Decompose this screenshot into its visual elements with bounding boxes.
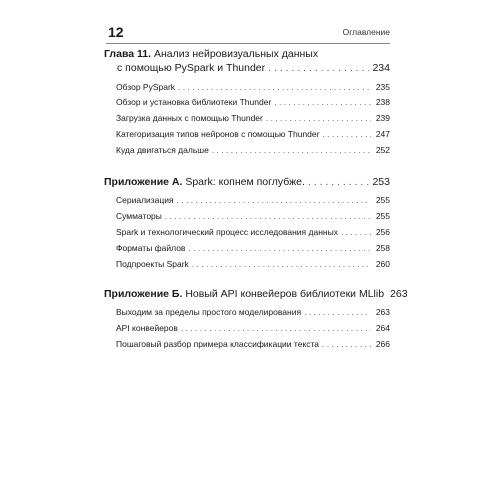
toc-section[interactable] — [104, 211, 390, 221]
dot-leader — [341, 227, 371, 237]
dot-leader — [322, 129, 371, 139]
section-title: Форматы файлов — [116, 243, 186, 253]
page-ref: 256 — [375, 227, 390, 237]
toc-chapter-11-line2[interactable] — [104, 62, 390, 74]
dot-leader — [181, 323, 371, 333]
section-title: Загрузка данных с помощью Thunder — [116, 113, 263, 123]
toc-section[interactable] — [104, 259, 390, 269]
section-title: Обзор и установка библиотеки Thunder — [116, 97, 272, 107]
page-ref: 264 — [375, 323, 390, 333]
toc-section[interactable] — [104, 307, 390, 317]
section-title: Категоризация типов нейронов с помощью Thunder — [116, 129, 320, 139]
toc-section[interactable] — [104, 227, 390, 237]
dot-leader — [322, 339, 371, 349]
page-ref: 252 — [375, 145, 390, 155]
chapter-title-line2: с помощью PySpark и Thunder — [117, 62, 266, 74]
dot-leader — [274, 97, 371, 107]
page-ref: 255 — [375, 211, 390, 221]
chapter-label: Глава 11. — [104, 48, 152, 60]
page-ref: 234 — [372, 62, 390, 74]
toc-chapter-11[interactable] — [104, 48, 390, 60]
section-title: Обзор PySpark — [116, 82, 176, 92]
dot-leader — [188, 243, 371, 253]
header-rule — [106, 43, 390, 44]
dot-leader — [212, 145, 371, 155]
section-title: Куда двигаться дальше — [116, 145, 209, 155]
page-ref: 260 — [375, 259, 390, 269]
appendix-label: Приложение Б. — [104, 288, 183, 300]
section-title: Сериализация — [116, 195, 174, 205]
page-ref: 247 — [375, 129, 390, 139]
dot-leader — [304, 307, 371, 317]
dot-leader — [177, 195, 371, 205]
page-ref: 239 — [375, 113, 390, 123]
dot-leader — [178, 82, 371, 92]
toc-section[interactable] — [104, 323, 390, 333]
section-title: Сумматоры — [116, 211, 162, 221]
toc-section[interactable] — [104, 113, 390, 123]
toc-section[interactable] — [104, 82, 390, 92]
toc-section[interactable] — [104, 243, 390, 253]
page-ref: 263 — [390, 288, 408, 300]
dot-leader — [266, 113, 371, 123]
dot-leader — [268, 62, 369, 74]
page-number: 12 — [108, 24, 124, 40]
appendix-label: Приложение А. — [104, 176, 183, 188]
section-title: Выходим за пределы простого моделирования — [116, 307, 302, 317]
appendix-title: Spark: копнем поглубже. — [185, 176, 305, 188]
toc-section[interactable] — [104, 145, 390, 155]
toc-section[interactable] — [104, 339, 390, 349]
page-ref: 263 — [375, 307, 390, 317]
dot-leader — [165, 211, 371, 221]
section-title: Подпроекты Spark — [116, 259, 189, 269]
chapter-title: Анализ нейровизуальных данных — [153, 48, 319, 60]
toc-section[interactable] — [104, 129, 390, 139]
toc-appendix-b[interactable] — [104, 288, 408, 300]
page-ref: 258 — [375, 243, 390, 253]
page-ref: 253 — [372, 176, 390, 188]
page-ref: 238 — [375, 97, 390, 107]
dot-leader — [308, 176, 370, 188]
toc-appendix-a[interactable] — [104, 176, 390, 188]
toc-section[interactable] — [104, 195, 390, 205]
section-title: Spark и технологический процесс исследования данных — [116, 227, 338, 237]
page-ref: 266 — [375, 339, 390, 349]
page-ref: 235 — [375, 82, 390, 92]
toc-section[interactable] — [104, 97, 390, 107]
section-title: API конвейеров — [116, 323, 178, 333]
appendix-title: Новый API конвейеров библиотеки MLlib — [185, 288, 385, 300]
dot-leader — [192, 259, 371, 269]
page-ref: 255 — [375, 195, 390, 205]
section-title: Пошаговый разбор примера классификации текста — [116, 339, 320, 349]
running-header: Оглавление — [342, 27, 390, 37]
